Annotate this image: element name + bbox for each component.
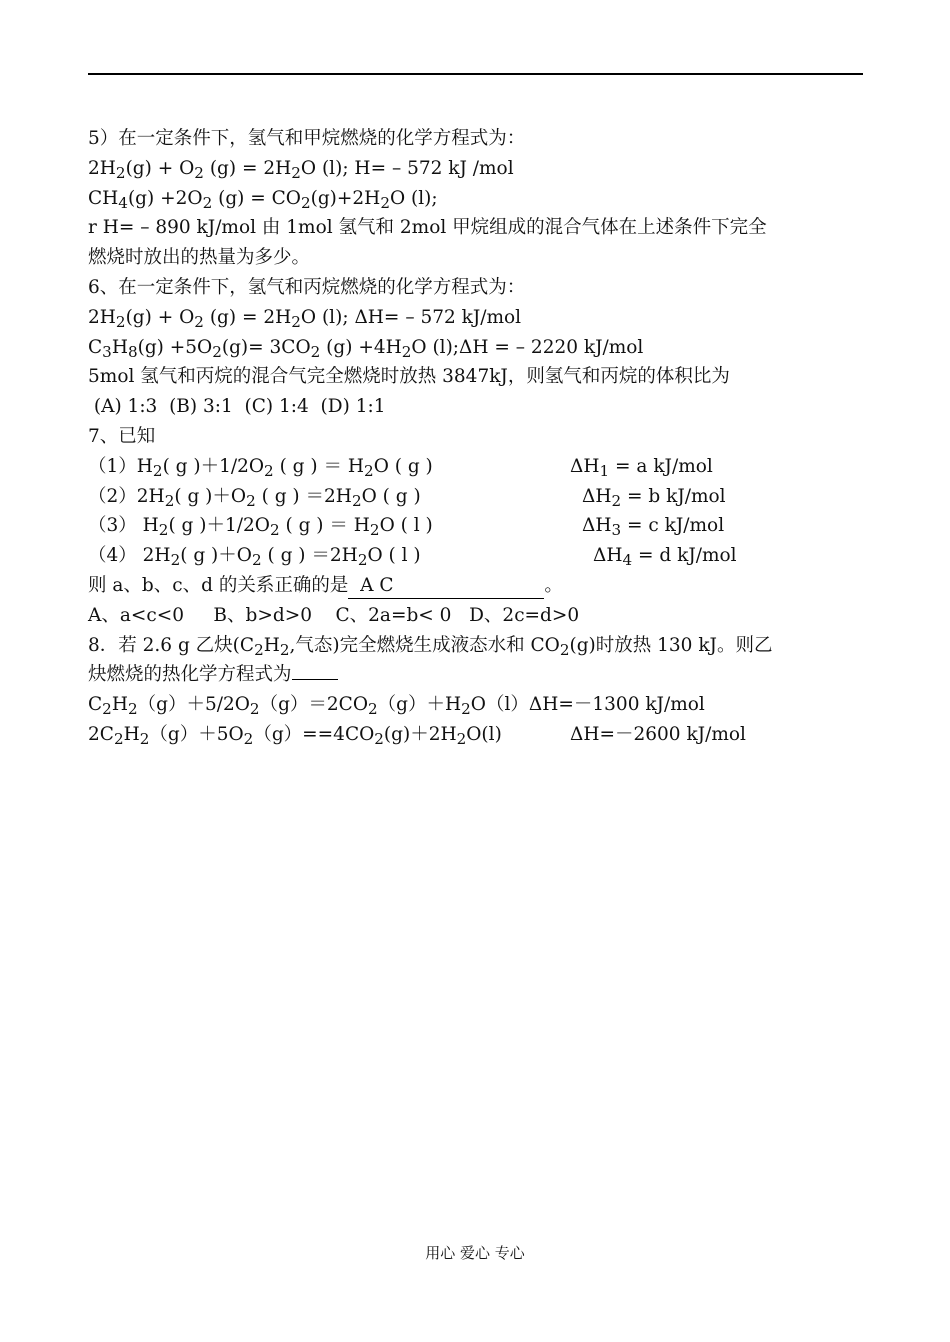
answer-blank [292,679,338,680]
q5-equation-1: $2H_2(g) + O_2$ $(g) = 2H_2O$ (l); H= – 572 kJ /mol [88,157,514,182]
q7-equation-3: （3） $H_2$( g )$+1/2O_2$ ( g ) ＝ $H_2O$ ( l ) $\Delta H_3 = c$ kJ/mol [88,515,725,540]
q7-intro: 7、已知 [88,425,156,447]
page-footer: 用心 爱心 专心 [425,1244,525,1262]
q8-equation-2: $2C_2H_2(g)+5O_2(g)==4CO_2(g)+2H_2O(l)$ ΔH=－2600 kJ/mol [88,723,746,748]
q6-intro: 6、在一定条件下，氢气和丙烷燃烧的化学方程式为： [88,276,526,298]
header-rule [88,73,863,75]
q6-options: (A) 1:3 (B) 3:1 (C) 1:4 (D) 1:1 [88,396,386,418]
q8-equation-1: $C_2H_2(g)+5/2O_2(g)=2CO_2(g)+H_2O(l)\Delta H=-1300$ kJ/mol [88,694,705,718]
q5-text-line-4: 燃烧时放出的热量为多少。 [88,247,311,269]
q6-equation-1: $2H_2(g) + O_2$ $(g) = 2H_2O$ (l); ΔH= – 572 kJ/mol [88,306,522,331]
q7-options: A、a<c<0 B、b>d>0 C、2a=b< 0 D、2c=d>0 [88,604,580,626]
q8-text-line-1: 8．若 2.6 g 乙炔($C_2H_2$,气态)完全燃烧生成液态水和 $CO_2(g)$时放热 130 kJ。则乙 [88,634,773,659]
q5-text-line-3: r H= – 890 kJ/mol 由 1mol 氢气和 2mol 甲烷组成的混合气体在上述条件下完全 [88,217,767,239]
q6-equation-2: $C_3H_8(g) +5O_2(g)= 3CO_2$ $(g) +4H_2O$ (l);ΔH = – 2220 kJ/mol [88,336,644,361]
q5-intro: 5）在一定条件下，氢气和甲烷燃烧的化学方程式为： [88,128,526,149]
q8-text-line-2: 炔燃烧的热化学方程式为 [88,660,868,690]
q6-text-line-3: 5mol 氢气和丙烷的混合气完全燃烧时放热 3847kJ，则氢气和丙烷的体积比为 [88,366,730,388]
document-body [88,124,868,750]
answer-blank: A C [348,574,544,599]
q5-equation-2: $CH_4(g) +2O_2$ $(g) = CO_2(g)+2H_2O$ (l); [88,187,438,212]
q7-question: 则 a、b、c、d 的关系正确的是 A C 。 [88,571,868,601]
q7-equation-2: $(2)2H_2$( g )$+O_2$ ( g ) $=2H_2O$ ( g ) $\Delta H_2 = b$ kJ/mol [88,485,726,510]
q7-equation-1: $(1)H_2$( g )$+1/2O_2$ ( g ) ＝ $H_2O$ ( g ) $\Delta H_1 = a$ kJ/mol [88,455,713,480]
q7-equation-4: （4） $2H_2$( g )$+O_2$ ( g ) $=2H_2O$ ( l ) $\Delta H_4 = d$ kJ/mol [88,545,737,569]
